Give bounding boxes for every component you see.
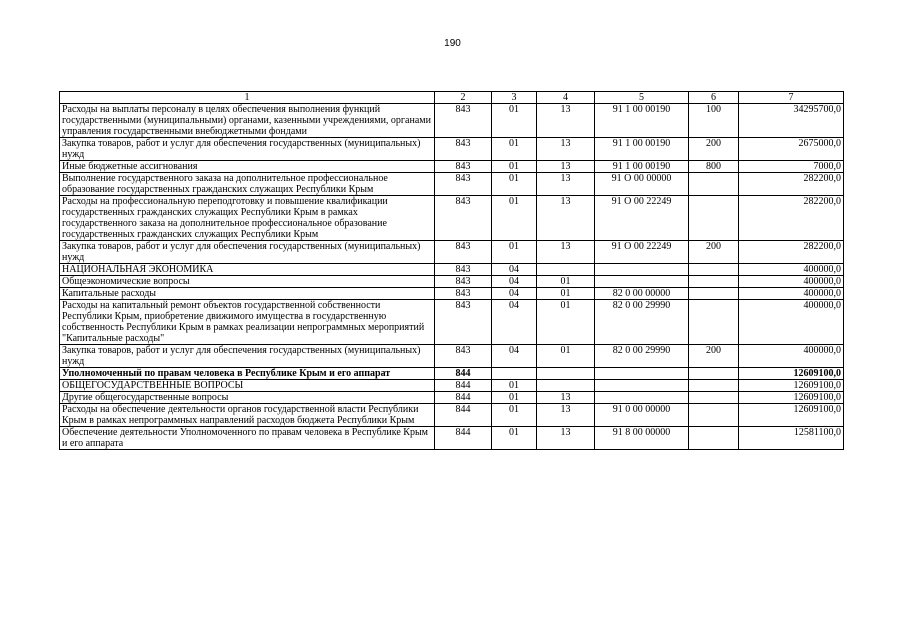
table-row bbox=[60, 196, 844, 241]
amount-cell: 400000,0 bbox=[739, 264, 844, 276]
amount-cell: 282200,0 bbox=[739, 196, 844, 241]
subsection-code-cell bbox=[537, 368, 595, 380]
subsection-code-cell: 13 bbox=[537, 196, 595, 241]
header-cell: 7 bbox=[739, 92, 844, 104]
section-code-cell: 04 bbox=[492, 276, 537, 288]
table-row bbox=[60, 427, 844, 450]
header-cell: 6 bbox=[689, 92, 739, 104]
page-number: 190 bbox=[444, 38, 461, 49]
header-cell: 4 bbox=[537, 92, 595, 104]
row-name-cell: НАЦИОНАЛЬНАЯ ЭКОНОМИКА bbox=[60, 264, 435, 276]
ministry-code-cell: 843 bbox=[435, 288, 492, 300]
subsection-code-cell: 13 bbox=[537, 427, 595, 450]
ministry-code-cell: 843 bbox=[435, 161, 492, 173]
table-row bbox=[60, 345, 844, 368]
header-cell: 1 bbox=[60, 92, 435, 104]
table-row bbox=[60, 173, 844, 196]
amount-cell: 12609100,0 bbox=[739, 392, 844, 404]
amount-cell: 12609100,0 bbox=[739, 368, 844, 380]
header-cell: 5 bbox=[595, 92, 689, 104]
row-name-cell: Расходы на обеспечение деятельности органов государственной власти Республики Крым в рамках непрограммных направлений расходов бюджета Республики Крым bbox=[60, 404, 435, 427]
row-name-cell: Расходы на капитальный ремонт объектов государственной собственности Республики Крым, приобретение движимого имущества в государственную собственность Республики Крым в рамках реализации непрограммных мероприятий "Капитальные расходы" bbox=[60, 300, 435, 345]
row-name-cell: Закупка товаров, работ и услуг для обеспечения государственных (муниципальных) нужд bbox=[60, 138, 435, 161]
target-article-cell: 82 0 00 29990 bbox=[595, 300, 689, 345]
table-row bbox=[60, 404, 844, 427]
row-name-cell: Выполнение государственного заказа на дополнительное профессиональное образование государственных гражданских служащих Республики Крым bbox=[60, 173, 435, 196]
section-code-cell: 04 bbox=[492, 264, 537, 276]
ministry-code-cell: 843 bbox=[435, 276, 492, 288]
target-article-cell: 82 0 00 29990 bbox=[595, 345, 689, 368]
row-name-cell: Общеэкономические вопросы bbox=[60, 276, 435, 288]
amount-cell: 12609100,0 bbox=[739, 380, 844, 392]
table-row bbox=[60, 104, 844, 138]
table-row bbox=[60, 276, 844, 288]
section-code-cell: 01 bbox=[492, 380, 537, 392]
subsection-code-cell bbox=[537, 264, 595, 276]
table-row bbox=[60, 368, 844, 380]
expense-type-cell bbox=[689, 173, 739, 196]
table-row bbox=[60, 288, 844, 300]
expense-type-cell bbox=[689, 427, 739, 450]
expense-type-cell bbox=[689, 276, 739, 288]
subsection-code-cell: 01 bbox=[537, 300, 595, 345]
subsection-code-cell bbox=[537, 380, 595, 392]
section-code-cell: 01 bbox=[492, 138, 537, 161]
target-article-cell: 91 0 00 00000 bbox=[595, 404, 689, 427]
section-code-cell bbox=[492, 368, 537, 380]
amount-cell: 400000,0 bbox=[739, 300, 844, 345]
row-name-cell: Иные бюджетные ассигнования bbox=[60, 161, 435, 173]
section-code-cell: 01 bbox=[492, 404, 537, 427]
ministry-code-cell: 843 bbox=[435, 173, 492, 196]
header-cell: 2 bbox=[435, 92, 492, 104]
subsection-code-cell: 01 bbox=[537, 288, 595, 300]
target-article-cell bbox=[595, 392, 689, 404]
ministry-code-cell: 844 bbox=[435, 368, 492, 380]
amount-cell: 7000,0 bbox=[739, 161, 844, 173]
ministry-code-cell: 843 bbox=[435, 345, 492, 368]
target-article-cell bbox=[595, 276, 689, 288]
target-article-cell: 91 8 00 00000 bbox=[595, 427, 689, 450]
table-row bbox=[60, 264, 844, 276]
target-article-cell: 91 О 00 00000 bbox=[595, 173, 689, 196]
table-row bbox=[60, 161, 844, 173]
amount-cell: 12581100,0 bbox=[739, 427, 844, 450]
ministry-code-cell: 843 bbox=[435, 300, 492, 345]
expense-type-cell bbox=[689, 392, 739, 404]
row-name-cell: Расходы на выплаты персоналу в целях обеспечения выполнения функций государственными (муниципальными) органами, казенными учреждениями, органами управления государственными внебюджетными фондами bbox=[60, 104, 435, 138]
subsection-code-cell: 01 bbox=[537, 345, 595, 368]
row-name-cell: Капитальные расходы bbox=[60, 288, 435, 300]
row-name-cell: ОБЩЕГОСУДАРСТВЕННЫЕ ВОПРОСЫ bbox=[60, 380, 435, 392]
target-article-cell: 91 1 00 00190 bbox=[595, 104, 689, 138]
target-article-cell: 82 0 00 00000 bbox=[595, 288, 689, 300]
section-code-cell: 01 bbox=[492, 241, 537, 264]
amount-cell: 12609100,0 bbox=[739, 404, 844, 427]
amount-cell: 400000,0 bbox=[739, 345, 844, 368]
ministry-code-cell: 843 bbox=[435, 241, 492, 264]
subsection-code-cell: 13 bbox=[537, 173, 595, 196]
ministry-code-cell: 843 bbox=[435, 104, 492, 138]
ministry-code-cell: 844 bbox=[435, 427, 492, 450]
expense-type-cell bbox=[689, 196, 739, 241]
row-name-cell: Расходы на профессиональную переподготовку и повышение квалификации государственных гражданских служащих Республики Крым в рамках государственного заказа на дополнительное профессиональное образование государственных гражданских служащих Республики Крым bbox=[60, 196, 435, 241]
table-row bbox=[60, 138, 844, 161]
amount-cell: 400000,0 bbox=[739, 276, 844, 288]
expense-type-cell: 200 bbox=[689, 241, 739, 264]
subsection-code-cell: 13 bbox=[537, 138, 595, 161]
row-name-cell: Обеспечение деятельности Уполномоченного по правам человека в Республике Крым и его аппарата bbox=[60, 427, 435, 450]
header-cell: 3 bbox=[492, 92, 537, 104]
subsection-code-cell: 13 bbox=[537, 161, 595, 173]
table-row bbox=[60, 241, 844, 264]
expense-type-cell: 100 bbox=[689, 104, 739, 138]
ministry-code-cell: 843 bbox=[435, 138, 492, 161]
ministry-code-cell: 843 bbox=[435, 196, 492, 241]
row-name-cell: Другие общегосударственные вопросы bbox=[60, 392, 435, 404]
row-name-cell: Уполномоченный по правам человека в Республике Крым и его аппарат bbox=[60, 368, 435, 380]
expense-type-cell bbox=[689, 404, 739, 427]
section-code-cell: 01 bbox=[492, 173, 537, 196]
subsection-code-cell: 13 bbox=[537, 392, 595, 404]
subsection-code-cell: 01 bbox=[537, 276, 595, 288]
ministry-code-cell: 844 bbox=[435, 392, 492, 404]
expense-type-cell: 200 bbox=[689, 138, 739, 161]
expense-type-cell bbox=[689, 300, 739, 345]
table-header-row bbox=[60, 92, 844, 104]
section-code-cell: 01 bbox=[492, 392, 537, 404]
expense-type-cell bbox=[689, 368, 739, 380]
table-row bbox=[60, 392, 844, 404]
section-code-cell: 04 bbox=[492, 345, 537, 368]
section-code-cell: 04 bbox=[492, 288, 537, 300]
section-code-cell: 04 bbox=[492, 300, 537, 345]
expense-type-cell bbox=[689, 264, 739, 276]
section-code-cell: 01 bbox=[492, 196, 537, 241]
target-article-cell bbox=[595, 264, 689, 276]
amount-cell: 282200,0 bbox=[739, 241, 844, 264]
section-code-cell: 01 bbox=[492, 427, 537, 450]
target-article-cell: 91 1 00 00190 bbox=[595, 161, 689, 173]
section-code-cell: 01 bbox=[492, 161, 537, 173]
amount-cell: 400000,0 bbox=[739, 288, 844, 300]
amount-cell: 282200,0 bbox=[739, 173, 844, 196]
expense-type-cell: 200 bbox=[689, 345, 739, 368]
row-name-cell: Закупка товаров, работ и услуг для обеспечения государственных (муниципальных) нужд bbox=[60, 345, 435, 368]
subsection-code-cell: 13 bbox=[537, 104, 595, 138]
ministry-code-cell: 844 bbox=[435, 404, 492, 427]
subsection-code-cell: 13 bbox=[537, 404, 595, 427]
target-article-cell: 91 О 00 22249 bbox=[595, 241, 689, 264]
row-name-cell: Закупка товаров, работ и услуг для обеспечения государственных (муниципальных) нужд bbox=[60, 241, 435, 264]
target-article-cell bbox=[595, 368, 689, 380]
amount-cell: 2675000,0 bbox=[739, 138, 844, 161]
target-article-cell: 91 О 00 22249 bbox=[595, 196, 689, 241]
target-article-cell: 91 1 00 00190 bbox=[595, 138, 689, 161]
expense-type-cell bbox=[689, 380, 739, 392]
budget-table bbox=[59, 91, 844, 450]
target-article-cell bbox=[595, 380, 689, 392]
table-row bbox=[60, 380, 844, 392]
section-code-cell: 01 bbox=[492, 104, 537, 138]
expense-type-cell bbox=[689, 288, 739, 300]
amount-cell: 34295700,0 bbox=[739, 104, 844, 138]
table-row bbox=[60, 300, 844, 345]
ministry-code-cell: 844 bbox=[435, 380, 492, 392]
ministry-code-cell: 843 bbox=[435, 264, 492, 276]
expense-type-cell: 800 bbox=[689, 161, 739, 173]
budget-table-body bbox=[60, 92, 844, 450]
subsection-code-cell: 13 bbox=[537, 241, 595, 264]
